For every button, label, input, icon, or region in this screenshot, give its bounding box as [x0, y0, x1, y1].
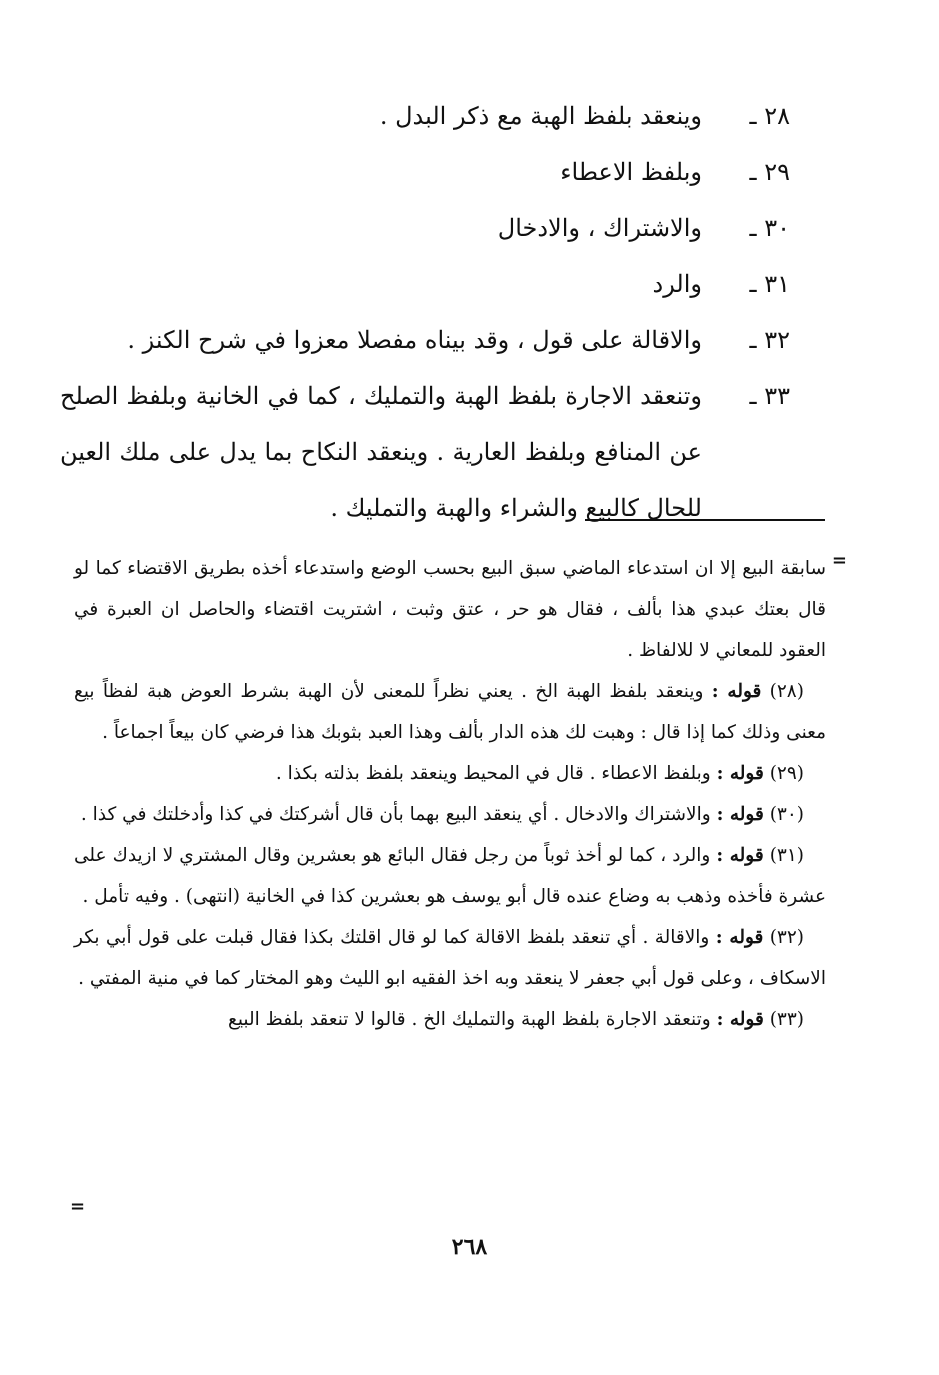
entry-number: ٢٨ ـ: [749, 102, 790, 130]
footnote-text: والرد ، كما لو أخذ ثوباً من رجل فقال البائع هو بعشرين وقال المشتري لا ازيدك على عشرة فأخذه وذهب به وضاع عنده قال أبو يوسف هو بعشرين كذا في الخانية (انتهى) . وفيه تأمل .: [74, 845, 826, 907]
footnote-number: (٣٢): [769, 927, 804, 948]
entry-text: وتنعقد الاجارة بلفظ الهبة والتمليك ، كما في الخانية وبلفظ الصلح عن المنافع وبلفظ العارية . وينعقد النكاح بما يدل على ملك العين للحال كالبيع والشراء والهبة والتمليك .: [60, 382, 702, 522]
footnote-number: (٣١): [769, 845, 804, 866]
footnote-label: قوله :: [716, 763, 764, 784]
entry-number: ٣٠ ـ: [749, 214, 790, 242]
footnote-number: (٢٨): [769, 681, 804, 702]
entry-text: والاقالة على قول ، وقد بيناه مفصلا معزوا في شرح الكنز .: [127, 326, 702, 354]
footnote-text: وبلفظ الاعطاء . قال في المحيط وينعقد بلفظ بذلته بكذا .: [275, 763, 711, 784]
footnote-text: والاقالة . أي تنعقد بلفظ الاقالة كما لو قال اقلتك بكذا فقال قبلت على قول أبي بكر الاسكاف ، وعلى قول أبي جعفر لا ينعقد وبه اخذ الفقيه ابو الليث وهو المختار كما في منية المفتي .: [74, 927, 826, 989]
main-entry: [60, 200, 790, 256]
footnotes: [74, 548, 826, 1040]
footnote-item: [74, 671, 826, 753]
footnote-item: [74, 794, 826, 835]
entry-number: ٣٢ ـ: [749, 326, 790, 354]
main-entry: [60, 88, 790, 144]
footnote-item: [74, 835, 826, 917]
footnote-label: قوله :: [711, 681, 762, 702]
entry-text: والاشتراك ، والادخال: [497, 214, 702, 242]
main-entry: [60, 312, 790, 368]
entry-number: ٣١ ـ: [749, 270, 790, 298]
footnote-continuation: سابقة البيع إلا ان استدعاء الماضي سبق البيع بحسب الوضع واستدعاء أخذه بطريق الاقتضاء كما لو قال بعتك عبدي هذا بألف ، فقال هو حر ، عتق وثبت ، اشتريت اقتضاء والحاصل ان العبرة في العقود للمعاني لا للالفاظ .: [74, 558, 826, 661]
page-number: ٢٦٨: [451, 1234, 488, 1260]
footnote-number: (٣٣): [769, 1009, 804, 1030]
footnote-item: [74, 999, 826, 1040]
entry-text: وينعقد بلفظ الهبة مع ذكر البدل .: [379, 102, 702, 130]
entry-text: والرد: [652, 270, 702, 298]
footnote-item: [74, 917, 826, 999]
footnote-text: وينعقد بلفظ الهبة الخ . يعني نظراً للمعنى لأن الهبة بشرط العوض هبة لفظاً بيع معنى وذلك كما إذا قال : وهبت لك هذه الدار بألف وهذا العبد بثوبك هذا فرضي كان بيعاً اجماعاً .: [74, 681, 826, 743]
footnote-label: قوله :: [715, 927, 764, 948]
footnote-text: وتنعقد الاجارة بلفظ الهبة والتمليك الخ . قالوا لا تنعقد بلفظ البيع: [227, 1009, 711, 1030]
footnote-item: [74, 753, 826, 794]
footnote-number: (٢٩): [769, 763, 804, 784]
main-entry: [60, 144, 790, 200]
footnote-label: قوله :: [716, 1009, 764, 1030]
entry-text: وبلفظ الاعطاء: [560, 158, 702, 186]
entry-number: ٣٣ ـ: [749, 382, 790, 410]
footnote-number: (٣٠): [769, 804, 804, 825]
main-entry: [60, 368, 790, 536]
footnote-separator: [585, 519, 825, 521]
footnote-label: قوله :: [716, 804, 764, 825]
main-entry: [60, 256, 790, 312]
footnote-text: والاشتراك والادخال . أي ينعقد البيع بهما بأن قال أشركتك في كذا وأدخلتك في كذا .: [80, 804, 711, 825]
continuation-marker: =: [831, 550, 847, 571]
continuation-marker-end: =: [70, 1196, 86, 1217]
entry-number: ٢٩ ـ: [749, 158, 790, 186]
main-text: [60, 88, 790, 536]
footnote-label: قوله :: [716, 845, 764, 866]
